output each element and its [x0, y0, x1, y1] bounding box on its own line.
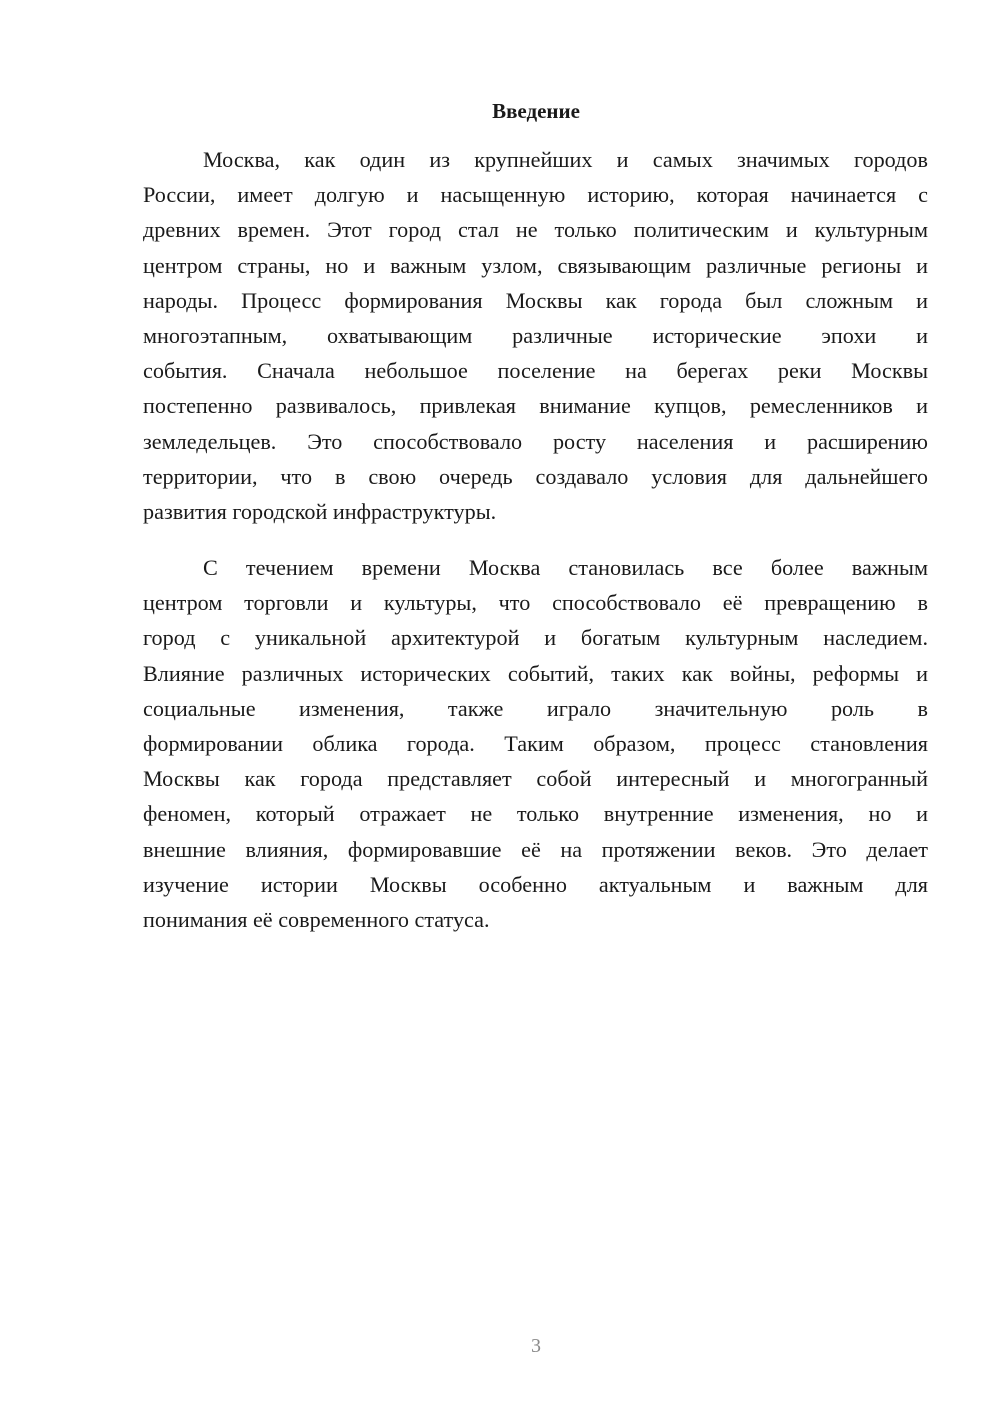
page-number: 3 — [531, 1335, 541, 1357]
paragraph-line: изучение истории Москвы особенно актуальным и важным для — [143, 871, 928, 897]
paragraph-line: центром страны, но и важным узлом, связывающим различные регионы и — [143, 252, 928, 278]
paragraph-line: социальные изменения, также играло значительную роль в — [143, 695, 928, 721]
paragraph-line: центром торговли и культуры, что способствовало её превращению в — [143, 590, 928, 616]
paragraph-line: древних времен. Этот город стал не только политическим и культурным — [143, 217, 928, 243]
paragraph-line: Влияние различных исторических событий, таких как войны, реформы и — [143, 660, 928, 686]
paragraph-line: Москвы как города представляет собой интересный и многогранный — [143, 766, 928, 792]
paragraph-line: понимания её современного статуса. — [143, 906, 490, 932]
section-title: Введение — [492, 99, 580, 123]
paragraph-2 — [143, 550, 928, 937]
paragraph-line: России, имеет долгую и насыщенную историю, которая начинается с — [143, 182, 928, 208]
paragraph-line: народы. Процесс формирования Москвы как города был сложным и — [143, 287, 928, 313]
paragraph-line: территории, что в свою очередь создавало условия для дальнейшего — [143, 463, 928, 489]
paragraph-line: город с уникальной архитектурой и богатым культурным наследием. — [143, 625, 928, 651]
paragraph-line: земледельцев. Это способствовало росту населения и расширению — [143, 428, 928, 454]
paragraph-1 — [143, 142, 928, 529]
paragraph-line: постепенно развивалось, привлекая внимание купцов, ремесленников и — [143, 393, 928, 419]
paragraph-line: события. Сначала небольшое поселение на берегах реки Москвы — [143, 358, 928, 384]
paragraph-line: развития городской инфраструктуры. — [143, 498, 497, 524]
paragraph-line: внешние влияния, формировавшие её на протяжении веков. Это делает — [143, 836, 928, 862]
paragraph-line: С течением времени Москва становилась все более важным — [203, 555, 928, 580]
paragraph-line: Москва, как один из крупнейших и самых значимых городов — [203, 147, 928, 172]
paragraph-line: феномен, который отражает не только внутренние изменения, но и — [143, 801, 928, 827]
paragraph-line: формировании облика города. Таким образом, процесс становления — [143, 730, 928, 756]
paragraph-line: многоэтапным, охватывающим различные исторические эпохи и — [143, 322, 928, 348]
